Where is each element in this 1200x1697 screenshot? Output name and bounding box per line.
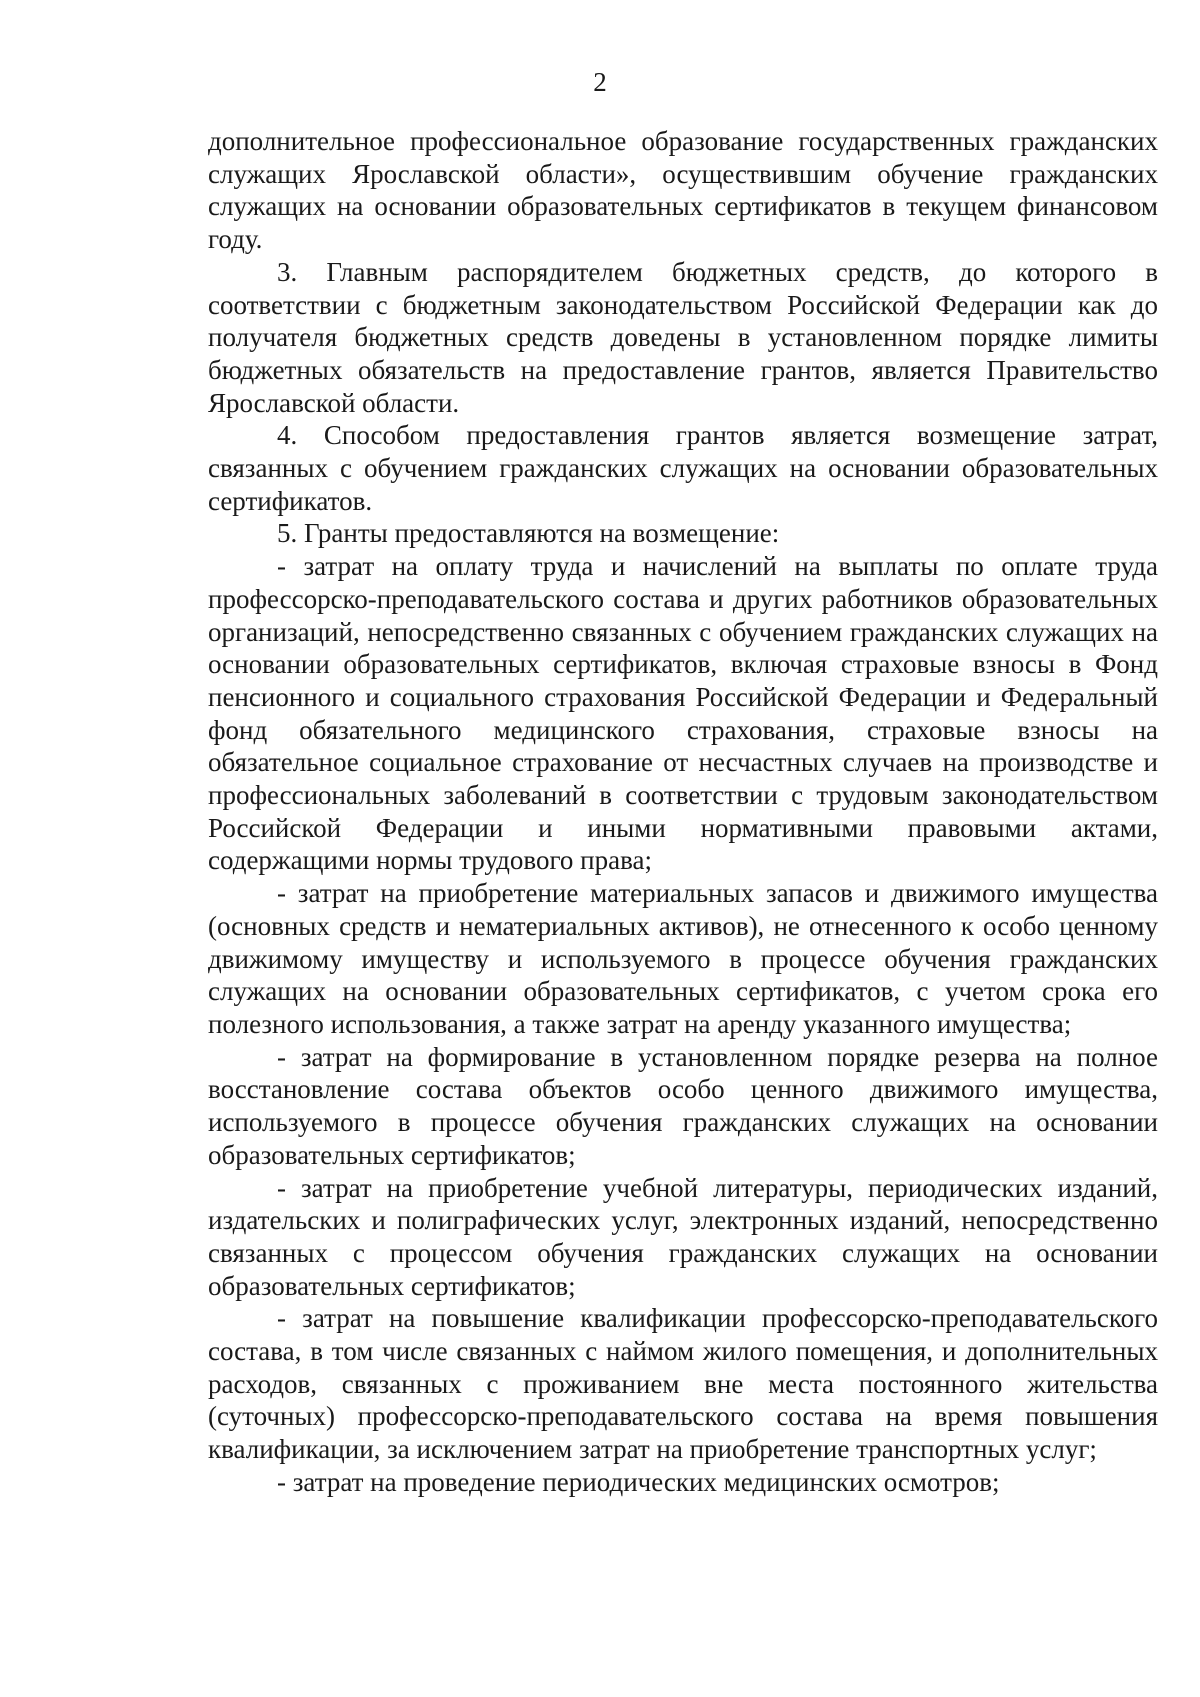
paragraph-item-3: 3. Главным распорядителем бюджетных средств, до которого в соответствии с бюджетным законодательством Российской Федерации как до получателя бюджетных средств доведены в установленном порядке лимиты бюджетных обязательств на предоставление грантов, является Правительство Ярославской области. xyxy=(208,256,1158,418)
document-body xyxy=(208,125,1158,1499)
paragraph-item-5: 5. Гранты предоставляются на возмещение: xyxy=(277,518,780,549)
list-item-labor-costs: - затрат на оплату труда и начислений на выплаты по оплате труда профессорско-преподавательского состава и других работников образовательных организаций, непосредственно связанных с обучением гражданских служащих на основании образовательных сертификатов, включая страховые взносы в Фонд пенсионного и социального страхования Российской Федерации и Федеральный фонд обязательного медицинского страхования, страховые взносы на обязательное социальное страхование от несчастных случаев на производстве и профессиональных заболеваний в соответствии с трудовым законодательством Российской Федерации и иными нормативными правовыми актами, содержащими нормы трудового права; xyxy=(208,551,1158,876)
list-item-medical-costs: - затрат на проведение периодических медицинских осмотров; xyxy=(277,1466,1000,1497)
list-item-literature-costs: - затрат на приобретение учебной литературы, периодических изданий, издательских и полиграфических услуг, электронных изданий, непосредственно связанных с процессом обучения гражданских служащих на основании образовательных сертификатов; xyxy=(208,1172,1158,1301)
paragraph-item-4: 4. Способом предоставления грантов является возмещение затрат, связанных с обучением гражданских служащих на основании образовательных сертификатов. xyxy=(208,420,1158,516)
page-number: 2 xyxy=(593,67,607,97)
list-item-qualification-costs: - затрат на повышение квалификации профессорско-преподавательского состава, в том числе связанных с наймом жилого помещения, и дополнительных расходов, связанных с проживанием вне места постоянного жительства (суточных) профессорско-преподавательского состава на время повышения квалификации, за исключением затрат на приобретение транспортных услуг; xyxy=(208,1303,1158,1465)
paragraph-continuation: дополнительное профессиональное образование государственных гражданских служащих Ярославской области», осуществившим обучение гражданских служащих на основании образовательных сертификатов в текущем финансовом году. xyxy=(208,126,1158,255)
list-item-materials-costs: - затрат на приобретение материальных запасов и движимого имущества (основных средств и нематериальных активов), не отнесенного к особо ценному движимому имуществу и используемого в процессе обучения гражданских служащих на основании образовательных сертификатов, с учетом срока его полезного использования, а также затрат на аренду указанного имущества; xyxy=(208,878,1158,1039)
list-item-reserve-costs: - затрат на формирование в установленном порядке резерва на полное восстановление состава объектов особо ценного движимого имущества, используемого в процессе обучения гражданских служащих на основании образовательных сертификатов; xyxy=(208,1041,1158,1170)
